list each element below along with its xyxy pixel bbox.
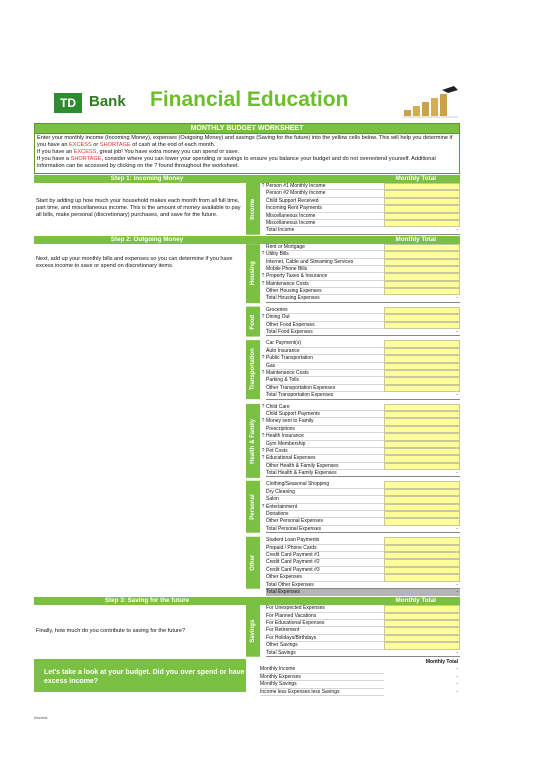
budget-row-for-retirement [260,627,460,634]
amount-input-cell[interactable] [384,605,460,612]
budget-row-for-planned-vacations [260,613,460,620]
td-financial-education-banner [34,82,460,122]
summary-label: Income less Expenses less Savings [260,689,384,696]
amount-input-cell[interactable] [384,463,460,470]
intro-text: or [91,142,100,148]
budget-row-public-transportation [260,355,460,362]
help-icon[interactable]: ? [261,183,265,189]
amount-input-cell[interactable] [384,322,460,329]
amount-input-cell[interactable] [384,613,460,620]
amount-input-cell[interactable] [384,348,460,355]
amount-input-cell[interactable] [384,288,460,295]
budget-worksheet [34,123,460,696]
budget-row-clothing-seasonal-shopping [260,481,460,488]
step1-header [34,175,460,183]
group-total-row [260,295,460,302]
summary-row-monthly-income [260,666,460,673]
summary-monthly-total-header: Monthly Total [425,659,458,666]
summary-value: - [456,673,458,680]
budget-row-auto-insurance [260,348,460,355]
group-total-row [260,392,460,399]
amount-input-cell[interactable] [384,213,460,220]
category-personal: Personal [246,481,260,533]
budget-row-credit-card-payment-1 [260,552,460,559]
total-expenses-label: Total Expenses [266,589,384,596]
coins-graduation-cap-icon [402,84,458,118]
row-label: Credit Card Payment #2 [266,559,384,566]
expense-groups [34,244,460,589]
row-label: Child Support Payments [266,411,384,418]
total-expenses-row [260,589,460,596]
row-label: Property Taxes & Insurance [266,273,384,280]
row-label: Other Health & Family Expenses [266,463,384,470]
budget-row-child-support-received [260,198,460,205]
budget-row-car-payment-s [260,340,460,347]
expense-group-food [34,307,460,337]
summary-value: - [456,681,458,688]
amount-input-cell[interactable] [384,418,460,425]
expense-rows [260,404,460,478]
row-label: Maintenance Costs [266,370,384,377]
row-label: Car Payment(s) [266,340,384,347]
budget-row-for-unexpected-expenses [260,605,460,612]
step3-description: Finally, how much do you contribute to saving for the future? [36,627,186,634]
amount-input-cell[interactable] [384,635,460,642]
budget-row-student-loan-payments [260,537,460,544]
budget-row-entertainment [260,504,460,511]
row-label: Internet, Cable and Streaming Services [266,259,384,266]
total-label: Total Housing Expenses [266,295,384,302]
total-label: Total Transportation Expenses [266,392,384,399]
row-label: Groceries [266,307,384,314]
help-icon[interactable]: ? [261,369,265,376]
intro-text: If you have an [37,149,74,155]
row-label: Miscellaneous Income [266,220,384,227]
group-total-row [260,329,460,336]
amount-input-cell[interactable] [384,448,460,455]
row-label: Dining Out [266,314,384,321]
amount-input-cell[interactable] [384,244,460,251]
summary-list [260,666,460,696]
summary-value: - [456,688,458,695]
help-icon[interactable]: ? [261,403,265,410]
expense-rows [260,244,460,303]
amount-input-cell[interactable] [384,518,460,525]
amount-input-cell[interactable] [384,251,460,258]
budget-row-groceries [260,307,460,314]
spacer [34,404,246,478]
row-label: Health Insurance [266,433,384,440]
budget-row-other-savings [260,642,460,649]
banner-title: Financial Education [150,88,349,111]
expense-rows [260,537,460,589]
budget-row-utility-bills [260,251,460,258]
budget-row-rent-or-mortgage [260,244,460,251]
row-label: Other Savings [266,642,384,649]
spacer [34,537,246,589]
amount-input-cell[interactable] [384,273,460,280]
amount-input-cell[interactable] [384,190,460,197]
worksheet-title: MONTHLY BUDGET WORKSHEET [34,123,460,134]
total-expenses-value: - [384,589,460,596]
budget-row-maintenance-costs [260,281,460,288]
expense-group-transportation [34,340,460,399]
amount-input-cell[interactable] [384,559,460,566]
amount-input-cell[interactable] [384,340,460,347]
help-icon[interactable]: ? [261,447,265,454]
total-label: Total Income [266,227,384,234]
amount-input-cell[interactable] [384,455,460,462]
budget-row-parking-tolls [260,377,460,384]
row-label: Child Support Received [266,198,384,205]
amount-input-cell[interactable] [384,411,460,418]
amount-input-cell[interactable] [384,198,460,205]
total-value: - [384,582,460,589]
expense-rows [260,340,460,399]
budget-row-miscellaneous-income [260,213,460,220]
help-icon[interactable]: ? [261,455,265,462]
category-transportation: Transportation [246,340,260,399]
excess-keyword: EXCESS [69,142,92,148]
total-expenses-rows [260,589,460,596]
category-health-family: Health & Family [246,404,260,478]
summary-prompt: Let's take a look at your budget. Did you over spend or have excess income? [34,659,246,692]
help-icon[interactable]: ? [261,314,265,321]
budget-row-salon [260,496,460,503]
amount-input-cell[interactable] [384,496,460,503]
amount-input-cell[interactable] [384,355,460,362]
amount-input-cell[interactable] [384,642,460,649]
total-value: - [384,227,460,234]
td-logo: TD [54,93,82,113]
amount-input-cell[interactable] [384,441,460,448]
budget-row-other-health-family-expenses [260,463,460,470]
amount-input-cell[interactable] [384,220,460,227]
budget-row-dining-out [260,314,460,321]
summary-header-row [260,659,460,666]
worksheet-instructions [34,134,460,174]
amount-input-cell[interactable] [384,370,460,377]
total-value: - [384,470,460,477]
budget-row-money-sent-to-family [260,418,460,425]
total-row [260,650,460,657]
expense-group-health-family [34,404,460,478]
category-housing: Housing [246,244,260,303]
help-icon[interactable]: ? [261,251,265,258]
summary-value: - [456,666,458,673]
row-label: Clothing/Seasonal Shopping [266,481,384,488]
total-row [260,227,460,234]
intro-text: If you have a [37,156,71,162]
expense-group-other [34,537,460,589]
row-label: Parking & Tolls [266,377,384,384]
excess-keyword: EXCESS [73,149,97,155]
help-icon[interactable]: ? [261,433,265,440]
intro-text: Enter your monthly income (Incoming Money), expenses (Outgoing Money) and savings (Saving for the future) into the yellow cells below. This will help you determine if you have an [37,135,453,148]
amount-input-cell[interactable] [384,314,460,321]
budget-row-property-taxes-insurance [260,273,460,280]
budget-row-other-transportation-expenses [260,385,460,392]
amount-input-cell[interactable] [384,627,460,634]
amount-input-cell[interactable] [384,504,460,511]
row-label: Miscellaneous Income [266,213,384,220]
amount-input-cell[interactable] [384,363,460,370]
category-savings: Savings [246,605,260,657]
row-label: Entertainment [266,504,384,511]
total-value: - [384,392,460,399]
budget-row-other-personal-expenses [260,518,460,525]
summary-row-income-less-expenses-less-savings [260,689,460,696]
total-label: Total Health & Family Expenses [266,470,384,477]
amount-input-cell[interactable] [384,205,460,212]
shortage-keyword: SHORTAGE [99,142,131,148]
spacer [34,589,246,596]
budget-row-donations [260,511,460,518]
step2-title: Step 2: Outgoing Money [110,235,184,243]
row-label: Dry Cleaning [266,489,384,496]
amount-input-cell[interactable] [384,552,460,559]
budget-row-maintenance-costs [260,370,460,377]
summary-row-monthly-savings [260,681,460,688]
amount-input-cell[interactable] [384,259,460,266]
row-label: Prepaid / Phone Cards [266,545,384,552]
summary-label: Monthly Expenses [260,674,384,681]
row-label: Other Food Expenses [266,322,384,329]
help-icon[interactable]: ? [261,418,265,425]
summary-label: Monthly Income [260,666,384,673]
expense-rows [260,307,460,337]
budget-row-miscellaneous-income [260,220,460,227]
row-label: Incoming Rent Payments [266,205,384,212]
intro-text: , great job! You have extra money you can spend or save. [96,149,240,155]
help-icon[interactable]: ? [261,280,265,287]
monthly-total-header: Monthly Total [395,597,436,605]
amount-input-cell[interactable] [384,385,460,392]
step3-title: Step 3: Saving for the future [104,597,190,605]
summary-rows [260,659,460,696]
row-label: Donations [266,511,384,518]
group-total-row [260,526,460,533]
help-icon[interactable]: ? [261,355,265,362]
step2-description: Next, add up your monthly bills and expenses so you can determine if you have excess income to save or spend on discretionary items. [36,255,233,269]
row-label: Child Care [266,404,384,411]
total-value: - [384,526,460,533]
amount-input-cell[interactable] [384,511,460,518]
row-label: Other Personal Expenses [266,518,384,525]
category-other: Other [246,537,260,589]
budget-row-dry-cleaning [260,489,460,496]
total-label: Total Other Expenses [266,582,384,589]
row-label: Public Transportation [266,355,384,362]
budget-row-credit-card-payment-3 [260,567,460,574]
amount-input-cell[interactable] [384,433,460,440]
budget-row-child-care [260,404,460,411]
budget-row-incoming-rent-payments [260,205,460,212]
row-label: Credit Card Payment #3 [266,567,384,574]
summary-row-monthly-expenses [260,674,460,681]
amount-input-cell[interactable] [384,489,460,496]
budget-summary [34,659,460,696]
budget-row-pet-costs [260,448,460,455]
row-label: For Educational Expenses [266,620,384,627]
classification-label: Internal [34,715,48,720]
help-icon[interactable]: ? [261,503,265,510]
amount-input-cell[interactable] [384,426,460,433]
budget-row-other-food-expenses [260,322,460,329]
row-label: Salon [266,496,384,503]
intro-text: , consider where you can lower your spending or savings to ensure you balance your budget and do not overextend yourself. Additional information can be accessed by clicking on the ? found throughout the worksheet. [37,156,436,169]
budget-row-gym-membership [260,441,460,448]
total-expenses-section [34,589,460,596]
shortage-keyword: SHORTAGE [70,156,102,162]
spacer [34,307,246,337]
budget-row-health-insurance [260,433,460,440]
budget-row-gas [260,363,460,370]
budget-row-prepaid-phone-cards [260,545,460,552]
amount-input-cell[interactable] [384,307,460,314]
group-total-row [260,470,460,477]
expense-group-personal [34,481,460,533]
category-food: Food [246,307,260,337]
intro-text: of cash at the end of each month. [130,142,216,148]
row-label: Gym Membership [266,441,384,448]
budget-row-person-2-monthly-income [260,190,460,197]
row-label: Person #1 Monthly Income [266,183,384,190]
row-label: Rent or Mortgage [266,244,384,251]
category-income: Income [246,183,260,235]
budget-row-internet-cable-and-streaming-services [260,259,460,266]
step1-description: Start by adding up how much your household makes each month from all full time, part time, and miscellaneous income. This is the amount of money available to pay all bills, make personal (discretionary) purchases, and save for the future. [36,198,241,219]
budget-row-credit-card-payment-2 [260,559,460,566]
budget-row-educational-expenses [260,455,460,462]
amount-input-cell[interactable] [384,404,460,411]
amount-input-cell[interactable] [384,183,460,190]
row-label: Utility Bills [266,251,384,258]
total-label: Total Food Expenses [266,329,384,336]
budget-row-for-holidays-birthdays [260,635,460,642]
budget-row-child-support-payments [260,411,460,418]
total-label: Total Savings [266,650,384,657]
amount-input-cell[interactable] [384,537,460,544]
total-value: - [384,329,460,336]
total-value: - [384,295,460,302]
row-label: For Holidays/Birthdays [266,635,384,642]
amount-input-cell[interactable] [384,567,460,574]
budget-row-other-housing-expenses [260,288,460,295]
budget-row-other-expenses [260,574,460,581]
bank-wordmark: Bank [89,93,126,110]
amount-input-cell[interactable] [384,377,460,384]
budget-row-prescriptions [260,426,460,433]
row-label: Pet Costs [266,448,384,455]
step1-title: Step 1: Incoming Money [110,175,184,182]
total-value: - [384,650,460,657]
row-label: Mobile Phone Bills [266,266,384,273]
row-label: For Planned Vacations [266,613,384,620]
spacer [246,589,260,596]
row-label: Person #2 Monthly Income [266,190,384,197]
row-label: Other Transportation Expenses [266,385,384,392]
income-rows [260,183,460,235]
amount-input-cell[interactable] [384,620,460,627]
expense-rows [260,481,460,533]
savings-section [34,605,460,657]
row-label: For Retirement [266,627,384,634]
row-label: Money sent to Family [266,418,384,425]
row-label: Prescriptions [266,426,384,433]
total-label: Total Personal Expenses [266,526,384,533]
row-label: Other Expenses [266,574,384,581]
budget-row-for-educational-expenses [260,620,460,627]
row-label: Educational Expenses [266,455,384,462]
amount-input-cell[interactable] [384,574,460,581]
row-label: Gas [266,363,384,370]
budget-row-mobile-phone-bills [260,266,460,273]
row-label: Maintenance Costs [266,281,384,288]
row-label: Credit Card Payment #1 [266,552,384,559]
row-label: Other Housing Expenses [266,288,384,295]
amount-input-cell[interactable] [384,481,460,488]
amount-input-cell[interactable] [384,266,460,273]
row-label: For Unexpected Expenses [266,605,384,612]
spacer [34,481,246,533]
group-total-row [260,582,460,589]
monthly-total-header: Monthly Total [395,235,436,243]
expense-group-housing [34,244,460,303]
amount-input-cell[interactable] [384,281,460,288]
summary-header-spacer [260,659,384,666]
row-label: Student Loan Payments [266,537,384,544]
spacer [34,340,246,399]
monthly-total-header: Monthly Total [395,175,436,182]
step2-header [34,236,460,244]
income-section [34,183,460,235]
budget-row-person-1-monthly-income [260,183,460,190]
summary-label: Monthly Savings [260,681,384,688]
help-icon[interactable]: ? [261,273,265,280]
row-label: Auto Insurance [266,348,384,355]
savings-rows [260,605,460,657]
amount-input-cell[interactable] [384,545,460,552]
